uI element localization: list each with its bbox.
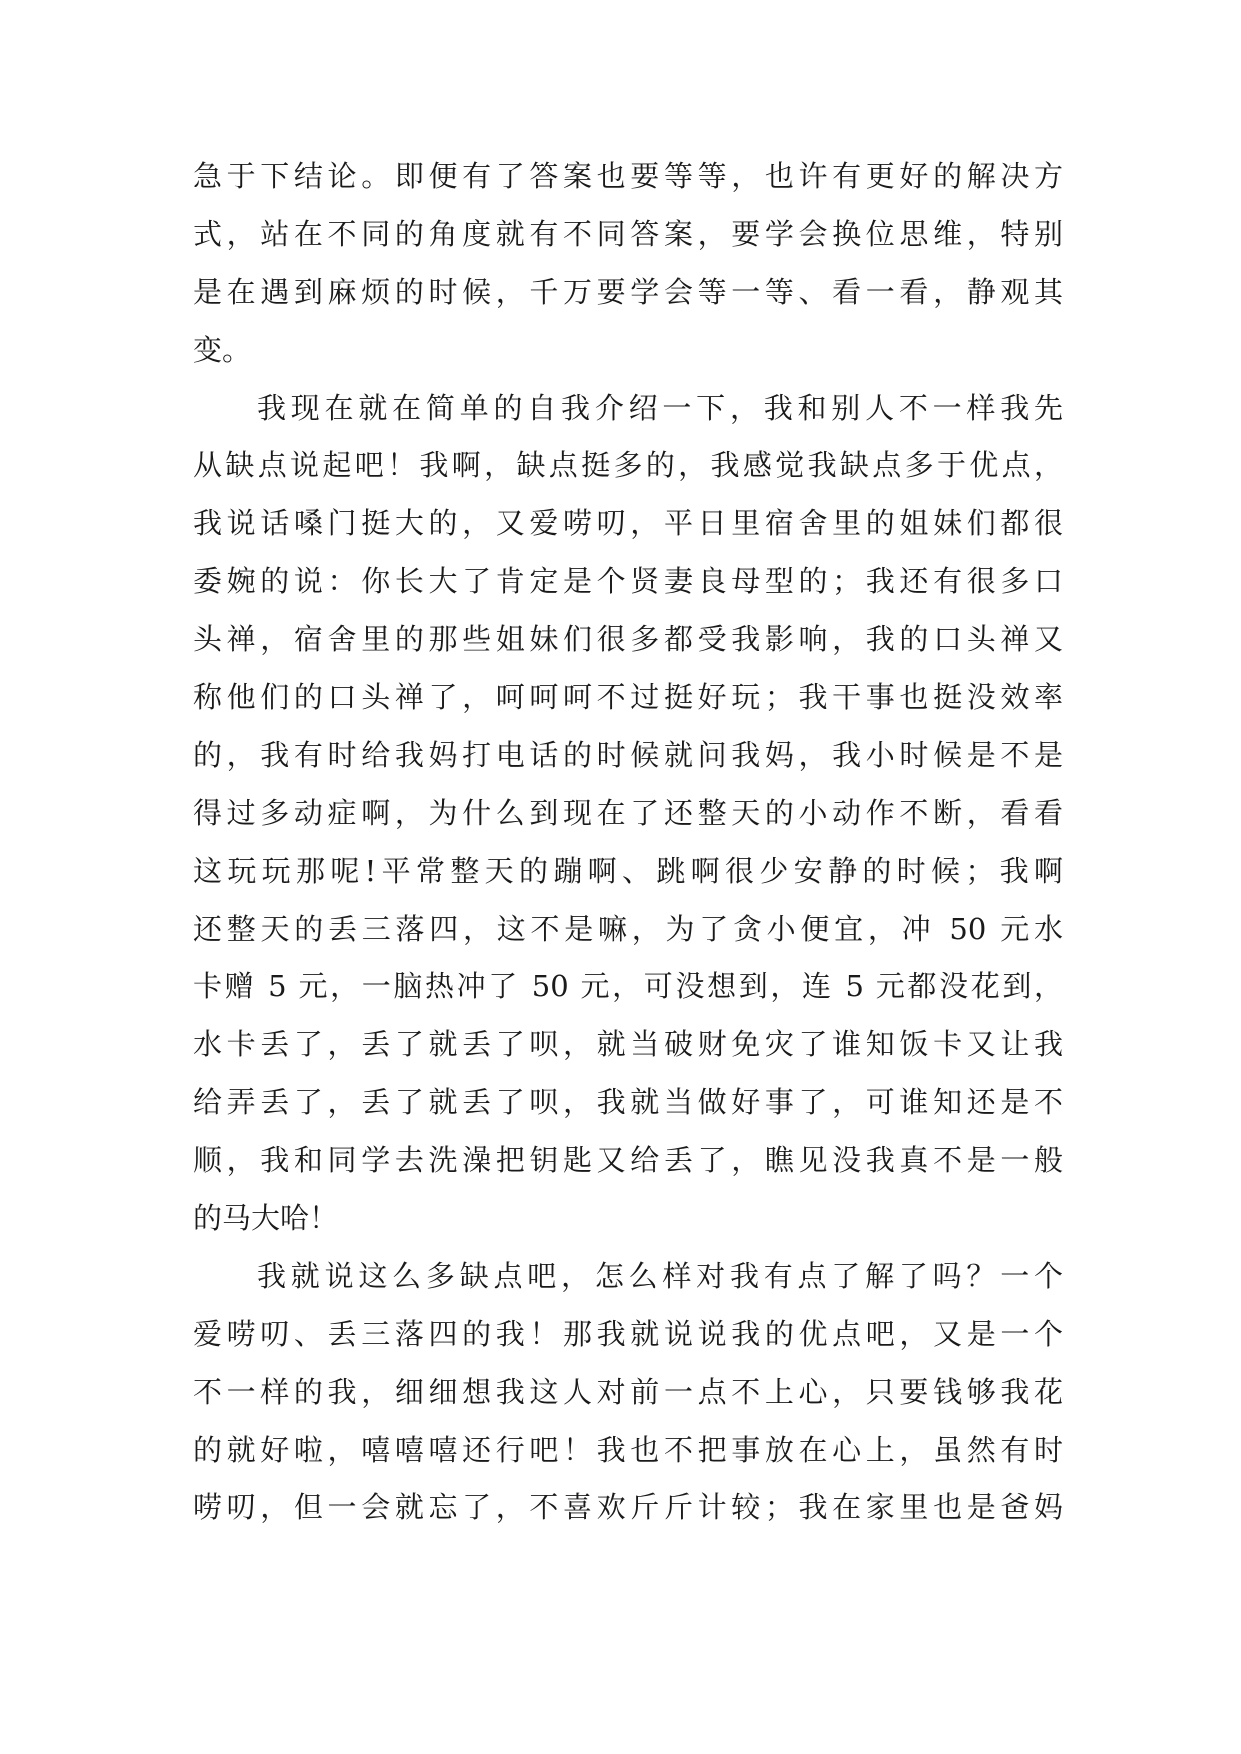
text-line: 变。	[193, 332, 252, 367]
text-line: 我说话嗓门挺大的，又爱唠叨，平日里宿舍里的姐妹们都很	[193, 506, 1063, 541]
text-line: 式，站在不同的角度就有不同答案，要学会换位思维，特别	[193, 216, 1063, 251]
text-line: 委婉的说：你长大了肯定是个贤妻良母型的；我还有很多口	[193, 564, 1063, 599]
text-line: 称他们的口头禅了，呵呵呵不过挺好玩；我干事也挺没效率	[193, 680, 1063, 715]
text-line: 的马大哈！	[193, 1201, 339, 1236]
text-line: 得过多动症啊，为什么到现在了还整天的小动作不断，看看	[193, 795, 1063, 830]
text-line: 是在遇到麻烦的时候，千万要学会等一等、看一看，静观其	[193, 274, 1063, 309]
text-line: 我就说这么多缺点吧，怎么样对我有点了解了吗？一个	[257, 1258, 1063, 1293]
text-line: 从缺点说起吧！我啊，缺点挺多的，我感觉我缺点多于优点，	[193, 448, 1063, 483]
text-line: 的，我有时给我妈打电话的时候就问我妈，我小时候是不是	[193, 737, 1063, 772]
text-line: 水卡丢了，丢了就丢了呗，就当破财免灾了谁知饭卡又让我	[193, 1027, 1063, 1062]
text-line: 的就好啦，嘻嘻嘻还行吧！我也不把事放在心上，虽然有时	[193, 1432, 1063, 1467]
text-line: 给弄丢了，丢了就丢了呗，我就当做好事了，可谁知还是不	[193, 1085, 1063, 1120]
text-line: 急于下结论。即便有了答案也要等等，也许有更好的解决方	[193, 159, 1063, 193]
text-line: 这玩玩那呢!平常整天的蹦啊、跳啊很少安静的时候；我啊	[193, 853, 1063, 888]
text-line: 我现在就在简单的自我介绍一下，我和别人不一样我先	[257, 390, 1063, 425]
text-line: 头禅，宿舍里的那些姐妹们很多都受我影响，我的口头禅又	[193, 622, 1063, 657]
text-line: 爱唠叨、丢三落四的我！那我就说说我的优点吧，又是一个	[193, 1316, 1063, 1351]
body-text	[193, 148, 1063, 1537]
text-line: 顺，我和同学去洗澡把钥匙又给丢了，瞧见没我真不是一般	[193, 1143, 1063, 1178]
text-line: 还整天的丢三落四，这不是嘛，为了贪小便宜，冲 50 元水	[193, 911, 1063, 946]
text-line: 卡赠 5 元，一脑热冲了 50 元，可没想到，连 5 元都没花到，	[193, 969, 1063, 1004]
text-line: 不一样的我，细细想我这人对前一点不上心，只要钱够我花	[193, 1374, 1063, 1409]
text-line: 唠叨，但一会就忘了，不喜欢斤斤计较；我在家里也是爸妈	[193, 1490, 1063, 1525]
